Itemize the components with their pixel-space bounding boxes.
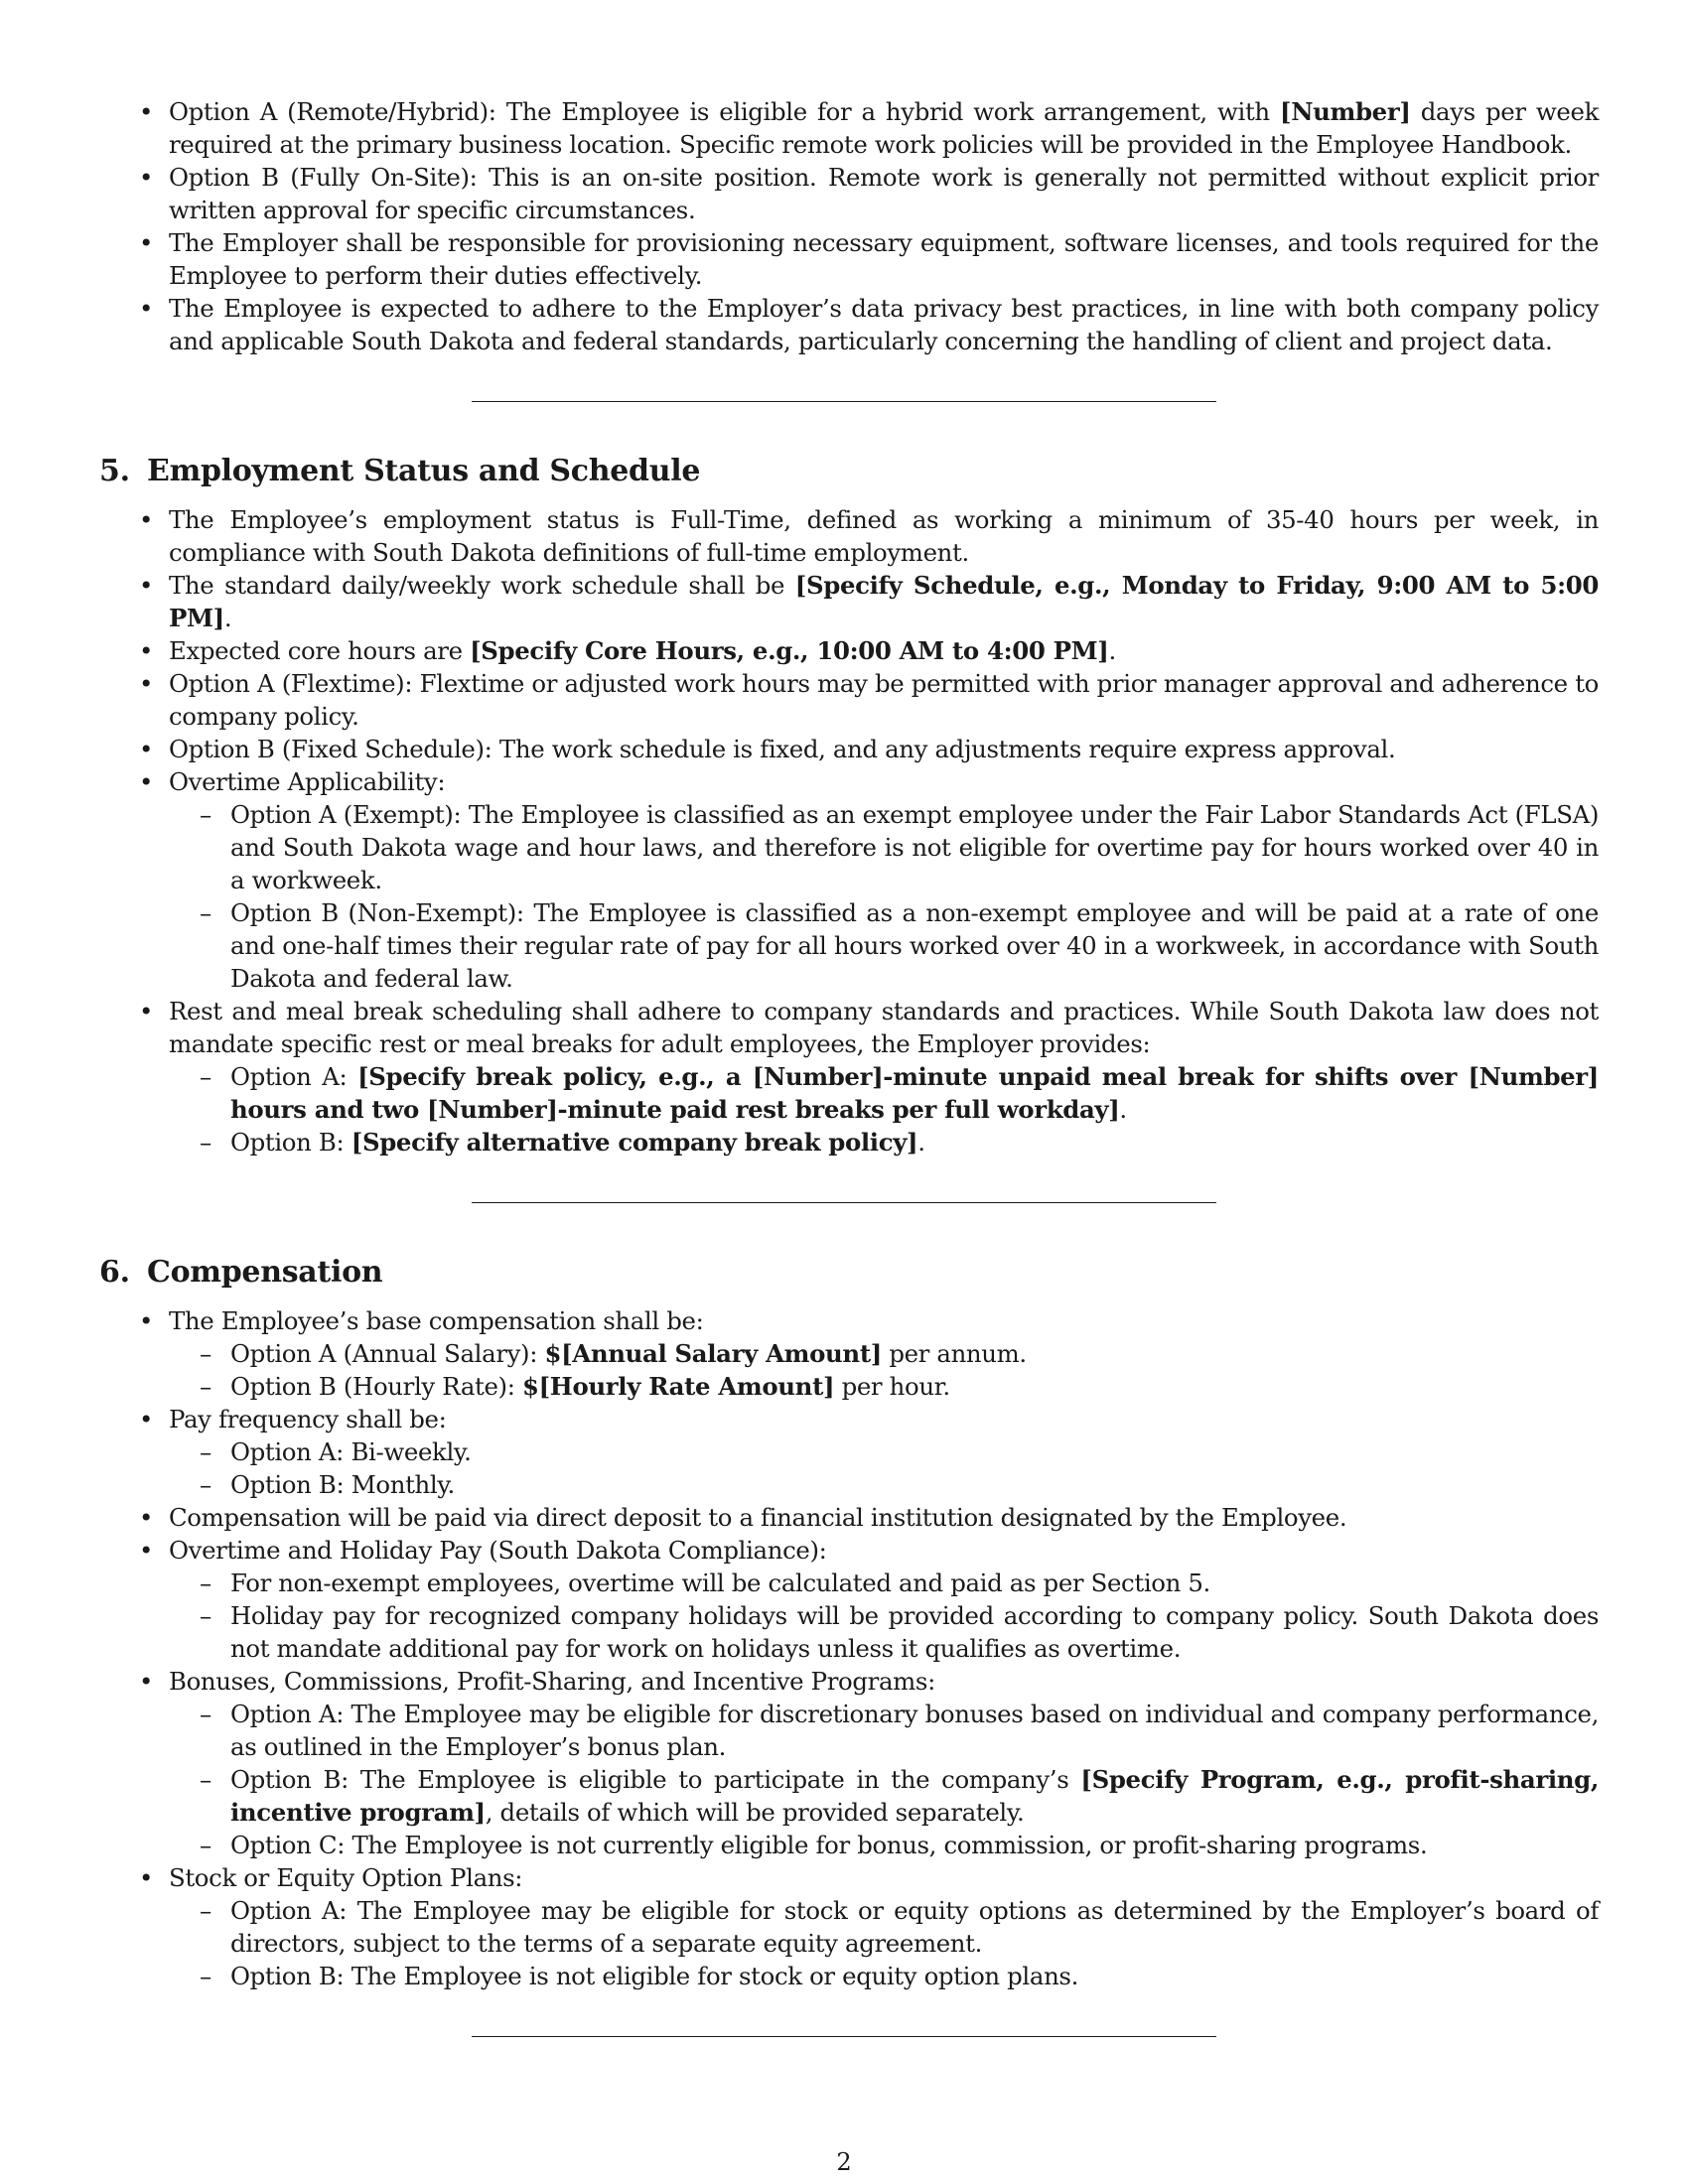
sublist-item: – Option B: The Employee is not eligible for stock or equity option plans. (169, 1960, 1599, 1992)
section-6-heading: 6. Compensation (99, 1255, 383, 1290)
list-item: • The Employee’s employment status is Full-Time, defined as working a minimum of 35-40 hours per week, in compliance with South Dakota definitions of full-time employment. (99, 503, 1599, 569)
sublist-item: – Option A: The Employee may be eligible for stock or equity options as determined by the Employer’s board of directors, subject to the terms of a separate equity agreement. (169, 1894, 1599, 1960)
list-item: • Compensation will be paid via direct deposit to a financial institution designated by the Employee. (99, 1501, 1599, 1534)
section-6-list (99, 1304, 1599, 1992)
base-comp-sublist (169, 1337, 1599, 1403)
sublist-item: – Option C: The Employee is not currently eligible for bonus, commission, or profit-sharing programs. (169, 1829, 1599, 1861)
breaks-sublist (169, 1060, 1599, 1159)
list-item: • Option A (Remote/Hybrid): The Employee is eligible for a hybrid work arrangement, with [Number] days per week required at the primary business location. Specific remote work policies will be provided in the Employee Handbook. (99, 95, 1599, 161)
list-item: • Overtime Applicability: – Option A (Exempt): The Employee is classified as an exempt employee under the Fair Labor Standards Act (FLSA) and South Dakota wage and hour laws, and therefore is not eligible for overtime pay for hours worked over 40 in a workweek. – Option B (Non-Exempt): The Employee is classified as a non-exempt employee and will be paid at a rate of one and one-half times their regular rate of pay for all hours worked over 40 in a workweek, in accordance with South Dakota and federal law. (99, 765, 1599, 995)
sublist-item: – Option A: Bi-weekly. (169, 1435, 1599, 1468)
sublist-item: – Option A: The Employee may be eligible for discretionary bonuses based on individual and company performance, as outlined in the Employer’s bonus plan. (169, 1698, 1599, 1763)
list-item: • Expected core hours are [Specify Core Hours, e.g., 10:00 AM to 4:00 PM]. (99, 634, 1599, 667)
list-item: • Option B (Fully On-Site): This is an on-site position. Remote work is generally not permitted without explicit prior written approval for specific circumstances. (99, 161, 1599, 226)
section-5-heading: 5. Employment Status and Schedule (99, 454, 701, 488)
sublist-item: – Option B: Monthly. (169, 1468, 1599, 1501)
sublist-item: – For non-exempt employees, overtime will be calculated and paid as per Section 5. (169, 1567, 1599, 1599)
sublist-item: – Option B: [Specify alternative company break policy]. (169, 1126, 1599, 1159)
bonus-sublist (169, 1698, 1599, 1861)
sublist-item: – Option B (Non-Exempt): The Employee is classified as a non-exempt employee and will be paid at a rate of one and one-half times their regular rate of pay for all hours worked over 40 in a workweek, in accordance with South Dakota and federal law. (169, 896, 1599, 995)
sublist-item: – Option B (Hourly Rate): $[Hourly Rate Amount] per hour. (169, 1370, 1599, 1403)
section-5-list (99, 503, 1599, 1159)
list-item: • Overtime and Holiday Pay (South Dakota Compliance): – For non-exempt employees, overtime will be calculated and paid as per Section 5. – Holiday pay for recognized company holidays will be provided according to company policy. South Dakota does not mandate additional pay for work on holidays unless it qualifies as overtime. (99, 1534, 1599, 1665)
list-item: • Bonuses, Commissions, Profit-Sharing, and Incentive Programs: – Option A: The Employee may be eligible for discretionary bonuses based on individual and company performance, as outlined in the Employer’s bonus plan. – Option B: The Employee is eligible to participate in the company’s [Specify Program, e.g., profit-sharing, incentive program], details of which will be provided separately. – Option C: The Employee is not currently eligible for bonus, commission, or profit-sharing programs. (99, 1665, 1599, 1861)
list-item: • Option B (Fixed Schedule): The work schedule is fixed, and any adjustments require express approval. (99, 733, 1599, 765)
document-page (99, 95, 1599, 2037)
list-item: • The Employer shall be responsible for provisioning necessary equipment, software licenses, and tools required for the Employee to perform their duties effectively. (99, 226, 1599, 292)
list-item: • The Employee’s base compensation shall be: – Option A (Annual Salary): $[Annual Salary Amount] per annum. – Option B (Hourly Rate): $[Hourly Rate Amount] per hour. (99, 1304, 1599, 1403)
sublist-item: – Option A (Annual Salary): $[Annual Salary Amount] per annum. (169, 1337, 1599, 1370)
list-item: • Rest and meal break scheduling shall adhere to company standards and practices. While South Dakota law does not mandate specific rest or meal breaks for adult employees, the Employer provides: – Option A: [Specify break policy, e.g., a [Number]-minute unpaid meal break for shifts over [Number] hours and two [Number]-minute paid rest breaks per full workday]. – Option B: [Specify alternative company break policy]. (99, 995, 1599, 1159)
sublist-item: – Holiday pay for recognized company holidays will be provided according to company policy. South Dakota does not mandate additional pay for work on holidays unless it qualifies as overtime. (169, 1599, 1599, 1665)
list-item: • The Employee is expected to adhere to the Employer’s data privacy best practices, in line with both company policy and applicable South Dakota and federal standards, particularly concerning the handling of client and project data. (99, 292, 1599, 357)
sublist-item: – Option A: [Specify break policy, e.g., a [Number]-minute unpaid meal break for shifts over [Number] hours and two [Number]-minute paid rest breaks per full workday]. (169, 1060, 1599, 1126)
list-item: • Option A (Flextime): Flextime or adjusted work hours may be permitted with prior manager approval and adherence to company policy. (99, 667, 1599, 733)
pay-frequency-sublist (169, 1435, 1599, 1501)
list-item: • The standard daily/weekly work schedule shall be [Specify Schedule, e.g., Monday to Friday, 9:00 AM to 5:00 PM]. (99, 569, 1599, 634)
list-item: • Pay frequency shall be: – Option A: Bi-weekly. – Option B: Monthly. (99, 1403, 1599, 1501)
overtime-sublist (169, 798, 1599, 995)
stock-sublist (169, 1894, 1599, 1992)
section-divider (472, 2036, 1216, 2037)
remote-work-list (99, 95, 1599, 357)
page-number: 2 (836, 2148, 852, 2176)
section-divider (472, 1202, 1216, 1203)
sublist-item: – Option A (Exempt): The Employee is classified as an exempt employee under the Fair Labor Standards Act (FLSA) and South Dakota wage and hour laws, and therefore is not eligible for overtime pay for hours worked over 40 in a workweek. (169, 798, 1599, 896)
overtime-holiday-sublist (169, 1567, 1599, 1665)
section-divider (472, 401, 1216, 402)
list-item: • Stock or Equity Option Plans: – Option A: The Employee may be eligible for stock or equity options as determined by the Employer’s board of directors, subject to the terms of a separate equity agreement. – Option B: The Employee is not eligible for stock or equity option plans. (99, 1861, 1599, 1992)
sublist-item: – Option B: The Employee is eligible to participate in the company’s [Specify Program, e.g., profit-sharing, incentive program], details of which will be provided separately. (169, 1763, 1599, 1829)
